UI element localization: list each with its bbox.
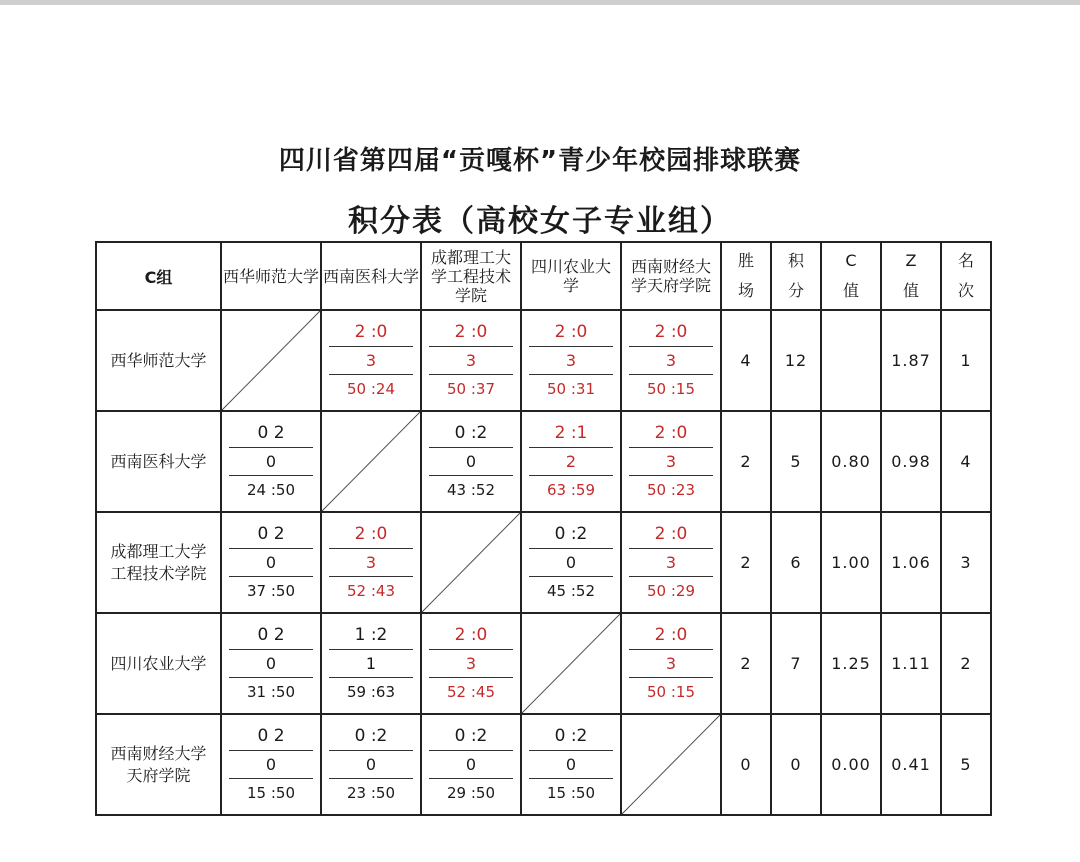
match-points: 0 [229, 447, 313, 476]
total-points-cell: 0 [771, 714, 821, 815]
match-result [422, 614, 520, 713]
diagonal-empty-cell [221, 310, 321, 411]
row-team-text: 西南财经大学 [110, 743, 207, 763]
match-points: 3 [329, 548, 413, 577]
row-team-text: 西华师范大学 [110, 350, 207, 370]
set-score: 0 2 [257, 423, 285, 443]
match-points: 0 [329, 750, 413, 779]
rank-cell: 4 [941, 411, 991, 512]
rally-score: 15 :50 [547, 784, 595, 802]
team-column-header [521, 242, 621, 310]
team-header-text: 学工程技术 [430, 266, 511, 286]
match-result-cell [321, 310, 421, 411]
row-team-label [96, 411, 221, 512]
row-team-text: 四川农业大学 [110, 653, 207, 673]
match-result-cell [221, 411, 321, 512]
row-team-text: 成都理工大学 [110, 541, 207, 561]
stat-header-text: 次 [957, 281, 974, 300]
match-result [222, 715, 320, 814]
set-score: 0 :2 [554, 726, 588, 746]
set-score: 0 :2 [354, 726, 388, 746]
table-row [96, 310, 991, 411]
z-value-cell: 1.87 [881, 310, 941, 411]
match-points: 3 [629, 649, 713, 678]
c-value-cell [821, 310, 881, 411]
match-result-cell [421, 613, 521, 714]
document-subtitle: 积分表（高校女子专业组） [348, 204, 732, 239]
rally-score: 50 :23 [647, 481, 695, 499]
match-result [622, 513, 720, 612]
c-value-cell: 1.25 [821, 613, 881, 714]
match-points: 0 [429, 750, 513, 779]
match-result [522, 715, 620, 814]
rank-cell: 2 [941, 613, 991, 714]
diagonal-empty-cell [621, 714, 721, 815]
wins-cell: 2 [721, 411, 771, 512]
rally-score: 50 :29 [647, 582, 695, 600]
z-value-cell: 0.98 [881, 411, 941, 512]
rally-score: 52 :45 [447, 683, 495, 701]
match-result [522, 412, 620, 511]
team-column-header [321, 242, 421, 310]
match-result [422, 715, 520, 814]
wins-cell: 2 [721, 512, 771, 613]
set-score: 2 :0 [654, 322, 688, 342]
stat-header-text: 胜 [737, 251, 754, 270]
rally-score: 23 :50 [347, 784, 395, 802]
match-result-cell [521, 411, 621, 512]
stat-header-text: 分 [787, 281, 804, 300]
set-score: 2 :1 [554, 423, 588, 443]
z-value-cell: 1.06 [881, 512, 941, 613]
team-header-text: 西华师范大学 [222, 266, 319, 286]
match-result-cell [521, 512, 621, 613]
set-score: 2 :0 [554, 322, 588, 342]
match-points: 2 [529, 447, 613, 476]
set-score: 0 :2 [554, 524, 588, 544]
stat-header-text: 积 [787, 251, 804, 270]
c-value-header [821, 242, 881, 310]
match-points: 0 [529, 548, 613, 577]
set-score: 2 :0 [354, 524, 388, 544]
rally-score: 45 :52 [547, 582, 595, 600]
c-value-cell: 1.00 [821, 512, 881, 613]
match-result [322, 614, 420, 713]
match-result [222, 412, 320, 511]
set-score: 2 :0 [654, 625, 688, 645]
set-score: 2 :0 [454, 625, 488, 645]
c-value-cell: 0.80 [821, 411, 881, 512]
rally-score: 15 :50 [247, 784, 295, 802]
table-row [96, 512, 991, 613]
row-team-label [96, 714, 221, 815]
set-score: 0 :2 [454, 726, 488, 746]
match-result [622, 614, 720, 713]
stat-header-text: Z [905, 251, 917, 270]
table-row [96, 613, 991, 714]
team-header-text: 学 [562, 276, 579, 295]
match-points: 3 [629, 548, 713, 577]
set-score: 0 2 [257, 726, 285, 746]
wins-cell: 4 [721, 310, 771, 411]
team-column-header [621, 242, 721, 310]
stat-header-text: 名 [957, 251, 974, 270]
stat-header-text: 值 [902, 281, 919, 300]
match-result-cell [621, 310, 721, 411]
match-points: 3 [329, 346, 413, 375]
total-points-cell: 6 [771, 512, 821, 613]
match-result-cell [221, 613, 321, 714]
rank-cell: 1 [941, 310, 991, 411]
set-score: 0 2 [257, 625, 285, 645]
standings-table [95, 241, 992, 816]
rally-score: 59 :63 [347, 683, 395, 701]
group-label: C组 [96, 242, 221, 310]
header-row [96, 242, 991, 310]
match-result [222, 513, 320, 612]
match-result-cell [621, 411, 721, 512]
row-team-label [96, 310, 221, 411]
row-team-label [96, 512, 221, 613]
match-result [522, 311, 620, 410]
rally-score: 50 :24 [347, 380, 395, 398]
row-team-text: 西南医科大学 [110, 451, 207, 471]
wins-cell: 0 [721, 714, 771, 815]
total-points-cell: 12 [771, 310, 821, 411]
stat-header-text: C [845, 251, 857, 270]
c-value-cell: 0.00 [821, 714, 881, 815]
match-points: 3 [429, 649, 513, 678]
rally-score: 43 :52 [447, 481, 495, 499]
row-team-text: 工程技术学院 [110, 563, 207, 583]
match-result [422, 311, 520, 410]
rally-score: 52 :43 [347, 582, 395, 600]
match-points: 3 [429, 346, 513, 375]
match-result-cell [521, 714, 621, 815]
match-points: 0 [229, 750, 313, 779]
row-team-label [96, 613, 221, 714]
top-edge-bar [0, 0, 1080, 5]
rally-score: 50 :15 [647, 683, 695, 701]
diagonal-empty-cell [321, 411, 421, 512]
table-row [96, 411, 991, 512]
rally-score: 50 :37 [447, 380, 495, 398]
match-result-cell [421, 310, 521, 411]
wins-header [721, 242, 771, 310]
match-result [622, 311, 720, 410]
rank-cell: 5 [941, 714, 991, 815]
match-result-cell [421, 714, 521, 815]
total-points-cell: 7 [771, 613, 821, 714]
match-points: 3 [629, 346, 713, 375]
match-result-cell [221, 512, 321, 613]
match-result-cell [221, 714, 321, 815]
rank-header [941, 242, 991, 310]
team-header-text: 西南财经大 [630, 257, 711, 276]
total-points-cell: 5 [771, 411, 821, 512]
rally-score: 50 :31 [547, 380, 595, 398]
points-header [771, 242, 821, 310]
match-result [322, 513, 420, 612]
rally-score: 37 :50 [247, 582, 295, 600]
rank-cell: 3 [941, 512, 991, 613]
match-result-cell [521, 310, 621, 411]
rally-score: 29 :50 [447, 784, 495, 802]
match-result-cell [621, 512, 721, 613]
row-team-text: 天府学院 [126, 765, 191, 785]
stat-header-text: 场 [737, 281, 754, 300]
set-score: 2 :0 [654, 423, 688, 443]
set-score: 2 :0 [454, 322, 488, 342]
match-result [622, 412, 720, 511]
set-score: 2 :0 [354, 322, 388, 342]
set-score: 1 :2 [354, 625, 388, 645]
stat-header-text: 值 [842, 281, 859, 300]
match-result [522, 513, 620, 612]
diagonal-empty-cell [421, 512, 521, 613]
match-points: 0 [229, 649, 313, 678]
set-score: 0 :2 [454, 423, 488, 443]
match-result-cell [321, 714, 421, 815]
match-points: 1 [329, 649, 413, 678]
match-points: 3 [629, 447, 713, 476]
match-result-cell [321, 613, 421, 714]
set-score: 0 2 [257, 524, 285, 544]
z-value-cell: 1.11 [881, 613, 941, 714]
z-value-header [881, 242, 941, 310]
diagonal-empty-cell [521, 613, 621, 714]
match-result [322, 715, 420, 814]
team-header-text: 学天府学院 [630, 276, 711, 295]
rally-score: 50 :15 [647, 380, 695, 398]
team-header-text: 学院 [454, 285, 487, 305]
team-column-header [421, 242, 521, 310]
match-result [322, 311, 420, 410]
team-header-text: 四川农业大 [530, 257, 611, 276]
z-value-cell: 0.41 [881, 714, 941, 815]
document-title: 四川省第四届“贡嘎杯”青少年校园排球联赛 [278, 146, 802, 176]
match-result [422, 412, 520, 511]
rally-score: 63 :59 [547, 481, 595, 499]
match-points: 0 [529, 750, 613, 779]
team-header-text: 西南医科大学 [322, 266, 419, 286]
match-points: 0 [429, 447, 513, 476]
match-points: 3 [529, 346, 613, 375]
team-header-text: 成都理工大 [430, 247, 511, 267]
rally-score: 24 :50 [247, 481, 295, 499]
match-result [222, 614, 320, 713]
match-result-cell [321, 512, 421, 613]
match-result-cell [421, 411, 521, 512]
set-score: 2 :0 [654, 524, 688, 544]
wins-cell: 2 [721, 613, 771, 714]
rally-score: 31 :50 [247, 683, 295, 701]
team-column-header [221, 242, 321, 310]
match-result-cell [621, 613, 721, 714]
match-points: 0 [229, 548, 313, 577]
table-row [96, 714, 991, 815]
